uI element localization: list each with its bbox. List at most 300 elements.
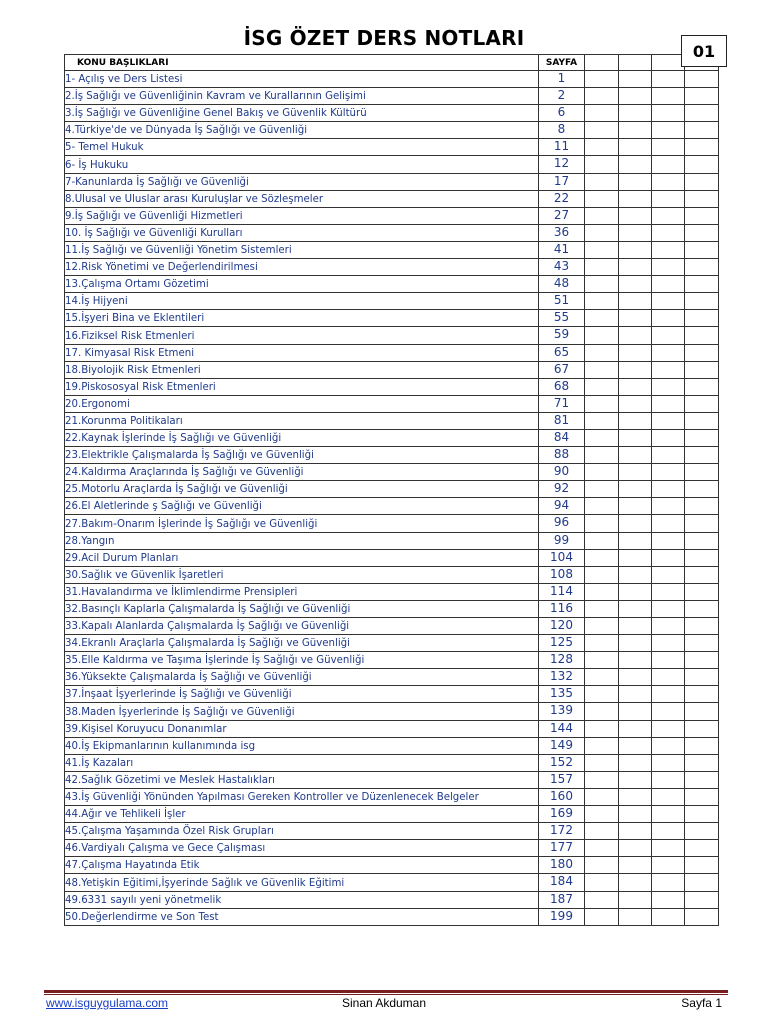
table-row [65, 395, 719, 412]
page-number-cell: 139 [539, 703, 585, 720]
blank-cell [685, 652, 719, 669]
blank-cell [685, 532, 719, 549]
blank-cell [685, 361, 719, 378]
page-number-cell: 114 [539, 583, 585, 600]
blank-cell [685, 703, 719, 720]
blank-cell [619, 891, 652, 908]
blank-cell [652, 771, 685, 788]
table-row [65, 447, 719, 464]
topic-cell: 39.Kişisel Koruyucu Donanımlar [65, 720, 539, 737]
blank-cell [685, 498, 719, 515]
table-row [65, 635, 719, 652]
blank-cell [652, 498, 685, 515]
blank-cell [585, 190, 619, 207]
table-row [65, 122, 719, 139]
blank-cell [585, 874, 619, 891]
blank-cell [585, 361, 619, 378]
blank-cell [652, 361, 685, 378]
blank-cell [585, 327, 619, 344]
blank-cell [685, 447, 719, 464]
page-number-cell: 125 [539, 635, 585, 652]
blank-cell [585, 737, 619, 754]
topic-cell: 48.Yetişkin Eğitimi,İşyerinde Sağlık ve Güvenlik Eğitimi [65, 874, 539, 891]
blank-cell [585, 823, 619, 840]
blank-cell [619, 600, 652, 617]
blank-cell [585, 207, 619, 224]
blank-cell [619, 276, 652, 293]
blank-cell [652, 908, 685, 925]
page-number-cell: 132 [539, 669, 585, 686]
blank-cell [652, 549, 685, 566]
blank-cell [685, 310, 719, 327]
page-number-cell: 184 [539, 874, 585, 891]
blank-cell [652, 378, 685, 395]
blank-cell [585, 156, 619, 173]
topic-cell: 21.Korunma Politikaları [65, 412, 539, 429]
blank-cell [585, 173, 619, 190]
blank-cell [685, 71, 719, 88]
footer-rule-thin [44, 994, 728, 995]
page-number-cell: 177 [539, 840, 585, 857]
topic-cell: 7-Kanunlarda İş Sağlığı ve Güvenliği [65, 173, 539, 190]
page-number-cell: 68 [539, 378, 585, 395]
blank-cell [619, 737, 652, 754]
blank-cell [652, 276, 685, 293]
blank-cell [619, 840, 652, 857]
blank-cell [619, 259, 652, 276]
blank-cell [652, 737, 685, 754]
blank-cell [585, 122, 619, 139]
topic-cell: 15.İşyeri Bina ve Eklentileri [65, 310, 539, 327]
blank-cell [652, 259, 685, 276]
blank-cell [619, 344, 652, 361]
topic-cell: 20.Ergonomi [65, 395, 539, 412]
footer-page-number: Sayfa 1 [681, 996, 722, 1010]
blank-cell [619, 310, 652, 327]
blank-cell [685, 429, 719, 446]
blank-cell [652, 566, 685, 583]
blank-cell [585, 241, 619, 258]
topic-cell: 35.Elle Kaldırma ve Taşıma İşlerinde İş Sağlığı ve Güvenliği [65, 652, 539, 669]
blank-cell [619, 754, 652, 771]
page-number-cell: 88 [539, 447, 585, 464]
blank-cell [619, 566, 652, 583]
blank-cell [585, 88, 619, 105]
table-row [65, 310, 719, 327]
blank-cell [685, 635, 719, 652]
topic-cell: 33.Kapalı Alanlarda Çalışmalarda İş Sağlığı ve Güvenliği [65, 618, 539, 635]
page-number-cell: 135 [539, 686, 585, 703]
table-row [65, 293, 719, 310]
blank-cell [585, 669, 619, 686]
blank-cell [685, 207, 719, 224]
blank-cell [685, 618, 719, 635]
blank-cell [619, 857, 652, 874]
blank-cell [619, 122, 652, 139]
page-number-cell: 51 [539, 293, 585, 310]
blank-cell [652, 207, 685, 224]
page-number-cell: 11 [539, 139, 585, 156]
table-row [65, 806, 719, 823]
blank-column-3 [652, 55, 685, 71]
topic-cell: 26.El Aletlerinde ş Sağlığı ve Güvenliği [65, 498, 539, 515]
blank-cell [585, 788, 619, 805]
blank-cell [685, 122, 719, 139]
blank-cell [619, 207, 652, 224]
blank-cell [619, 788, 652, 805]
table-row [65, 532, 719, 549]
blank-cell [685, 874, 719, 891]
page-number-cell: 108 [539, 566, 585, 583]
page-number-cell: 187 [539, 891, 585, 908]
blank-cell [585, 293, 619, 310]
table-row [65, 686, 719, 703]
blank-cell [652, 618, 685, 635]
table-row [65, 652, 719, 669]
blank-cell [652, 156, 685, 173]
topic-cell: 37.İnşaat İşyerlerinde İş Sağlığı ve Güvenliği [65, 686, 539, 703]
blank-cell [685, 908, 719, 925]
topic-cell: 4.Türkiye'de ve Dünyada İş Sağlığı ve Güvenliği [65, 122, 539, 139]
blank-cell [652, 823, 685, 840]
blank-cell [585, 635, 619, 652]
page-number-cell: 43 [539, 259, 585, 276]
blank-cell [619, 361, 652, 378]
table-row [65, 105, 719, 122]
blank-cell [619, 515, 652, 532]
table-row [65, 378, 719, 395]
blank-cell [585, 481, 619, 498]
topic-cell: 16.Fiziksel Risk Etmenleri [65, 327, 539, 344]
page-number-cell: 116 [539, 600, 585, 617]
table-row [65, 703, 719, 720]
document-number-box: 01 [681, 35, 727, 67]
table-row [65, 618, 719, 635]
blank-cell [585, 139, 619, 156]
blank-cell [585, 566, 619, 583]
table-row [65, 720, 719, 737]
blank-cell [685, 737, 719, 754]
blank-cell [685, 771, 719, 788]
table-row [65, 891, 719, 908]
topic-cell: 22.Kaynak İşlerinde İş Sağlığı ve Güvenliği [65, 429, 539, 446]
blank-cell [652, 464, 685, 481]
blank-cell [585, 224, 619, 241]
blank-cell [652, 703, 685, 720]
blank-cell [619, 447, 652, 464]
blank-cell [585, 412, 619, 429]
table-row [65, 412, 719, 429]
topic-cell: 13.Çalışma Ortamı Gözetimi [65, 276, 539, 293]
blank-cell [585, 447, 619, 464]
blank-cell [585, 429, 619, 446]
blank-cell [619, 703, 652, 720]
topic-cell: 36.Yüksekte Çalışmalarda İş Sağlığı ve Güvenliği [65, 669, 539, 686]
table-header-row [65, 55, 719, 71]
topic-cell: 1- Açılış ve Ders Listesi [65, 71, 539, 88]
topic-cell: 29.Acil Durum Planları [65, 549, 539, 566]
page-number-cell: 128 [539, 652, 585, 669]
topic-cell: 41.İş Kazaları [65, 754, 539, 771]
blank-cell [619, 429, 652, 446]
topic-cell: 28.Yangın [65, 532, 539, 549]
blank-cell [685, 293, 719, 310]
blank-cell [619, 378, 652, 395]
blank-cell [585, 532, 619, 549]
blank-cell [619, 498, 652, 515]
blank-cell [652, 293, 685, 310]
blank-cell [585, 840, 619, 857]
table-row [65, 498, 719, 515]
blank-cell [685, 378, 719, 395]
blank-cell [619, 224, 652, 241]
page-number-cell: 6 [539, 105, 585, 122]
topic-cell: 9.İş Sağlığı ve Güvenliği Hizmetleri [65, 207, 539, 224]
table-row [65, 566, 719, 583]
blank-cell [619, 823, 652, 840]
blank-cell [619, 395, 652, 412]
blank-cell [652, 600, 685, 617]
table-row [65, 549, 719, 566]
blank-cell [619, 532, 652, 549]
table-row [65, 754, 719, 771]
topic-cell: 32.Basınçlı Kaplarla Çalışmalarda İş Sağlığı ve Güvenliği [65, 600, 539, 617]
topic-cell: 11.İş Sağlığı ve Güvenliği Yönetim Sistemleri [65, 241, 539, 258]
blank-cell [585, 720, 619, 737]
table-row [65, 241, 719, 258]
blank-cell [585, 515, 619, 532]
blank-cell [652, 429, 685, 446]
footer-author: Sinan Akduman [341, 996, 427, 1010]
table-row [65, 344, 719, 361]
blank-cell [585, 908, 619, 925]
topic-cell: 24.Kaldırma Araçlarında İş Sağlığı ve Güvenliği [65, 464, 539, 481]
table-row [65, 139, 719, 156]
page-number-cell: 180 [539, 857, 585, 874]
blank-cell [585, 600, 619, 617]
table-row [65, 429, 719, 446]
blank-cell [685, 600, 719, 617]
blank-cell [652, 857, 685, 874]
page-number-cell: 71 [539, 395, 585, 412]
blank-cell [585, 652, 619, 669]
blank-column-1 [585, 55, 619, 71]
blank-cell [585, 806, 619, 823]
blank-cell [652, 412, 685, 429]
page-number-cell: 172 [539, 823, 585, 840]
topic-cell: 38.Maden İşyerlerinde İş Sağlığı ve Güvenliği [65, 703, 539, 720]
blank-cell [685, 788, 719, 805]
blank-cell [585, 583, 619, 600]
table-row [65, 908, 719, 925]
topic-cell: 43.İş Güvenliği Yönünden Yapılması Gereken Kontroller ve Düzenlenecek Belgeler [65, 788, 539, 805]
blank-cell [652, 447, 685, 464]
page-number-cell: 67 [539, 361, 585, 378]
page-number-cell: 169 [539, 806, 585, 823]
blank-cell [685, 754, 719, 771]
blank-cell [619, 686, 652, 703]
table-row [65, 600, 719, 617]
blank-cell [619, 327, 652, 344]
blank-cell [585, 71, 619, 88]
table-row [65, 207, 719, 224]
blank-cell [619, 549, 652, 566]
blank-cell [619, 241, 652, 258]
blank-cell [685, 327, 719, 344]
footer-website-link[interactable]: www.isguygulama.com [46, 996, 169, 1010]
page-number-cell: 22 [539, 190, 585, 207]
page-number-cell: 160 [539, 788, 585, 805]
blank-cell [652, 754, 685, 771]
topic-cell: 27.Bakım-Onarım İşlerinde İş Sağlığı ve Güvenliği [65, 515, 539, 532]
page-number-cell: 48 [539, 276, 585, 293]
topic-cell: 12.Risk Yönetimi ve Değerlendirilmesi [65, 259, 539, 276]
topic-cell: 23.Elektrikle Çalışmalarda İş Sağlığı ve Güvenliği [65, 447, 539, 464]
blank-cell [652, 583, 685, 600]
blank-cell [619, 771, 652, 788]
table-row [65, 71, 719, 88]
page-number-cell: 144 [539, 720, 585, 737]
blank-cell [652, 874, 685, 891]
blank-cell [652, 241, 685, 258]
blank-cell [652, 686, 685, 703]
page-number-cell: 199 [539, 908, 585, 925]
header-topic: KONU BAŞLIKLARI [65, 55, 539, 71]
blank-cell [585, 378, 619, 395]
blank-cell [685, 259, 719, 276]
blank-cell [652, 840, 685, 857]
blank-cell [652, 190, 685, 207]
topic-cell: 47.Çalışma Hayatında Etik [65, 857, 539, 874]
page-number-cell: 12 [539, 156, 585, 173]
blank-cell [652, 891, 685, 908]
blank-cell [652, 720, 685, 737]
topic-cell: 46.Vardiyalı Çalışma ve Gece Çalışması [65, 840, 539, 857]
page-number-cell: 96 [539, 515, 585, 532]
blank-cell [652, 105, 685, 122]
blank-cell [652, 344, 685, 361]
blank-cell [685, 549, 719, 566]
topic-cell: 2.İş Sağlığı ve Güvenliğinin Kavram ve Kurallarının Gelişimi [65, 88, 539, 105]
blank-cell [619, 293, 652, 310]
blank-cell [585, 891, 619, 908]
blank-cell [685, 464, 719, 481]
table-row [65, 669, 719, 686]
page-number-cell: 17 [539, 173, 585, 190]
blank-cell [685, 720, 719, 737]
blank-column-2 [619, 55, 652, 71]
blank-cell [652, 788, 685, 805]
blank-cell [652, 173, 685, 190]
topic-cell: 3.İş Sağlığı ve Güvenliğine Genel Bakış ve Güvenlik Kültürü [65, 105, 539, 122]
table-row [65, 173, 719, 190]
table-row [65, 823, 719, 840]
blank-cell [685, 891, 719, 908]
table-of-contents [64, 54, 719, 926]
blank-cell [685, 276, 719, 293]
topic-cell: 42.Sağlık Gözetimi ve Meslek Hastalıkları [65, 771, 539, 788]
page-number-cell: 84 [539, 429, 585, 446]
table-row [65, 464, 719, 481]
table-row [65, 259, 719, 276]
blank-cell [685, 139, 719, 156]
blank-cell [585, 395, 619, 412]
topic-cell: 30.Sağlık ve Güvenlik İşaretleri [65, 566, 539, 583]
table-body [65, 71, 719, 926]
blank-cell [685, 686, 719, 703]
topic-cell: 45.Çalışma Yaşamında Özel Risk Grupları [65, 823, 539, 840]
document-title: İSG ÖZET DERS NOTLARI [243, 26, 525, 50]
blank-cell [685, 105, 719, 122]
blank-cell [619, 583, 652, 600]
blank-cell [619, 412, 652, 429]
blank-cell [685, 566, 719, 583]
page-number-cell: 99 [539, 532, 585, 549]
blank-cell [585, 857, 619, 874]
blank-cell [685, 190, 719, 207]
blank-cell [585, 754, 619, 771]
blank-cell [619, 173, 652, 190]
table-row [65, 88, 719, 105]
page-number-cell: 1 [539, 71, 585, 88]
blank-cell [585, 498, 619, 515]
blank-cell [685, 395, 719, 412]
page-number-cell: 152 [539, 754, 585, 771]
page-number-cell: 65 [539, 344, 585, 361]
table-row [65, 737, 719, 754]
table-row [65, 840, 719, 857]
blank-cell [685, 241, 719, 258]
topic-cell: 44.Ağır ve Tehlikeli İşler [65, 806, 539, 823]
blank-cell [652, 806, 685, 823]
blank-cell [685, 344, 719, 361]
blank-cell [652, 327, 685, 344]
page-number-cell: 120 [539, 618, 585, 635]
blank-cell [619, 908, 652, 925]
blank-cell [685, 857, 719, 874]
blank-cell [619, 481, 652, 498]
page-number-cell: 90 [539, 464, 585, 481]
blank-cell [685, 156, 719, 173]
blank-cell [585, 703, 619, 720]
topic-cell: 8.Ulusal ve Uluslar arası Kuruluşlar ve Sözleşmeler [65, 190, 539, 207]
table-row [65, 771, 719, 788]
blank-cell [619, 464, 652, 481]
topic-cell: 31.Havalandırma ve İklimlendirme Prensipleri [65, 583, 539, 600]
blank-cell [652, 88, 685, 105]
blank-cell [685, 88, 719, 105]
blank-cell [619, 88, 652, 105]
page-number-cell: 36 [539, 224, 585, 241]
blank-cell [619, 105, 652, 122]
blank-cell [619, 139, 652, 156]
blank-cell [652, 122, 685, 139]
page-number-cell: 94 [539, 498, 585, 515]
topic-cell: 17. Kimyasal Risk Etmeni [65, 344, 539, 361]
blank-cell [685, 224, 719, 241]
blank-cell [619, 652, 652, 669]
topic-cell: 18.Biyolojik Risk Etmenleri [65, 361, 539, 378]
table-row [65, 327, 719, 344]
page-number-cell: 55 [539, 310, 585, 327]
topic-cell: 5- Temel Hukuk [65, 139, 539, 156]
page-number-cell: 8 [539, 122, 585, 139]
table-row [65, 224, 719, 241]
blank-cell [652, 532, 685, 549]
blank-cell [685, 481, 719, 498]
topic-cell: 50.Değerlendirme ve Son Test [65, 908, 539, 925]
blank-cell [619, 618, 652, 635]
